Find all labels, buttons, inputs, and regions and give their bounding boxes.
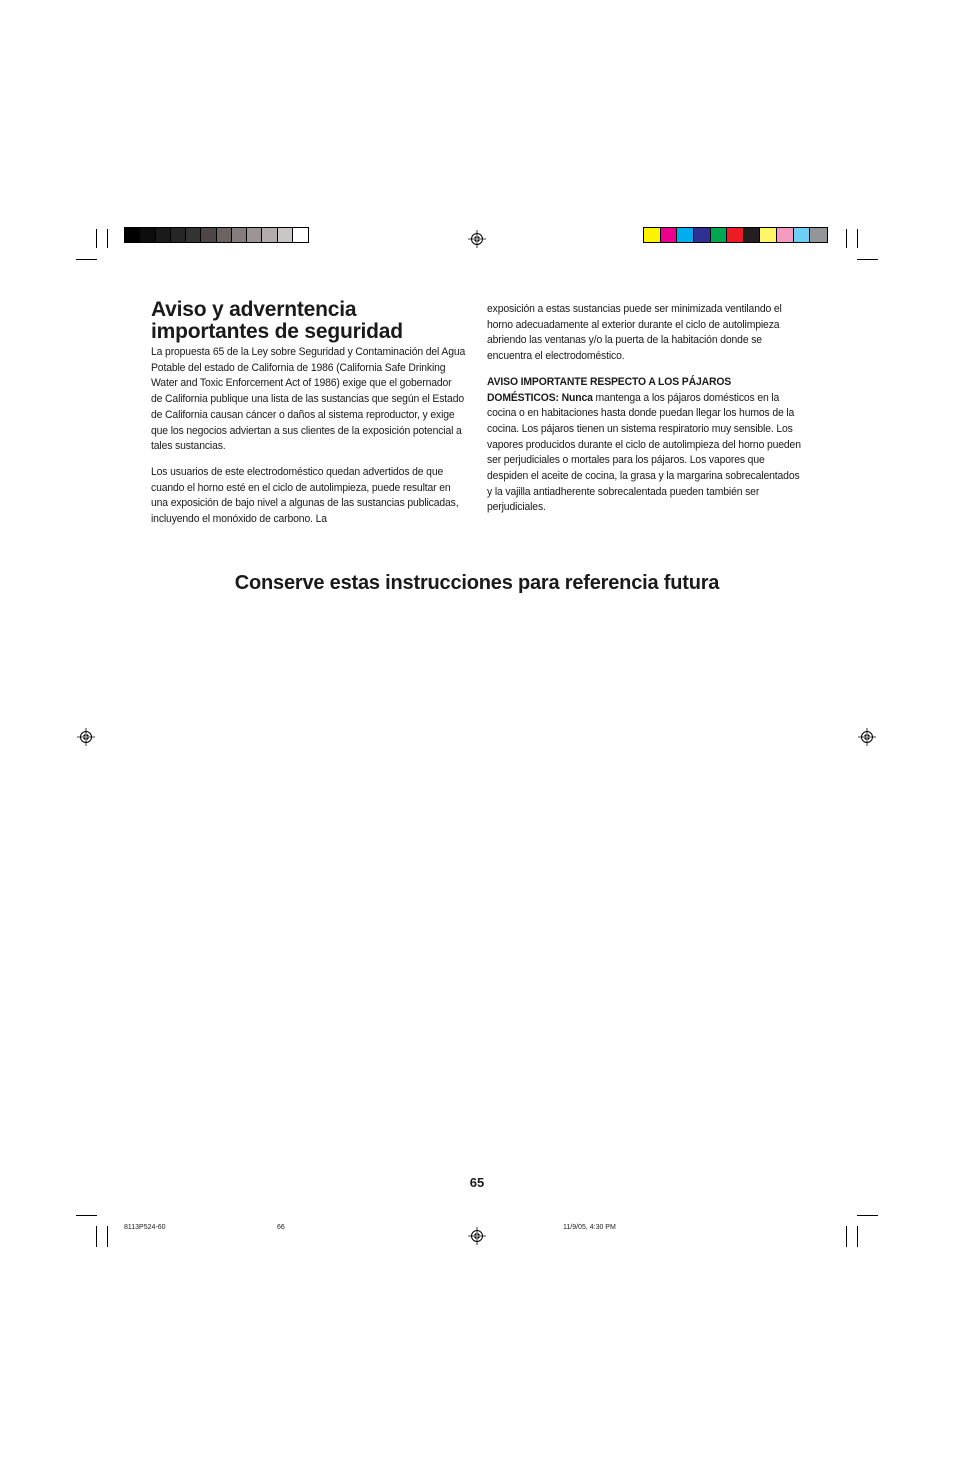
crop-mark (857, 1215, 878, 1216)
color-swatch (777, 228, 794, 242)
warning-heading: AVISO IMPORTANTE RESPECTO A LOS PÁJAROS DOMÉSTICOS: (487, 375, 732, 404)
color-swatch (262, 228, 277, 242)
section-title: Aviso y adverntencia importantes de seguridad (151, 298, 403, 343)
registration-mark-icon (468, 230, 486, 248)
warning-lead: Nunca (561, 391, 593, 404)
crop-mark (857, 1226, 858, 1247)
color-swatch (744, 228, 761, 242)
crop-mark (846, 229, 847, 248)
color-swatch (794, 228, 811, 242)
registration-mark-icon (468, 1227, 486, 1245)
bird-warning (487, 375, 801, 516)
paragraph: exposición a estas sustancias puede ser minimizada ventilando el horno adecuadamente al exterior durante el ciclo de autolimpieza abriendo las ventanas y/o la puerta de la habitación donde se encuentra el electrodoméstico. (487, 303, 782, 363)
color-swatch (201, 228, 216, 242)
paragraph: Los usuarios de este electrodoméstico quedan advertidos de que cuando el horno esté en el ciclo de autolimpieza, puede resultar en una exposición de bajo nivel a algunas de las sustancias publicadas, incluyendo el monóxido de carbono. La (151, 465, 459, 526)
save-instructions-heading: Conserve estas instrucciones para referencia futura (234, 572, 720, 594)
grayscale-control-bar (124, 227, 309, 243)
color-swatch (760, 228, 777, 242)
crop-mark (107, 229, 108, 248)
color-swatch (156, 228, 171, 242)
slug-sheet: 66 (277, 1224, 285, 1231)
warning-body: mantenga a los pájaros domésticos en la cocina o en habitaciones hasta donde puedan llegar los humos de la cocina. Los pájaros tienen un sistema respiratorio muy sensible. Los vapores producidos durante el ciclo de autolimpieza del horno pueden ser perjudiciales o mortales para los pájaros. Los vapores que despiden el aceite de cocina, la grasa y la margarina sobrecalentados y la vajilla antiadherente sobrecalentada pueden también ser perjudiciales. (487, 391, 801, 514)
registration-mark-icon (77, 728, 95, 746)
color-swatch (644, 228, 661, 242)
color-swatch (677, 228, 694, 242)
color-swatch (810, 228, 827, 242)
crop-mark (76, 1215, 97, 1216)
color-swatch (711, 228, 728, 242)
color-swatch (217, 228, 232, 242)
color-swatch (125, 228, 140, 242)
color-swatch (694, 228, 711, 242)
page-number: 65 (469, 1175, 485, 1190)
crop-mark (857, 229, 858, 248)
color-swatch (278, 228, 293, 242)
crop-mark (846, 1226, 847, 1247)
slug-file: 8113P524-60 (124, 1224, 166, 1231)
paragraph: La propuesta 65 de la Ley sobre Seguridad y Contaminación del Agua Potable del estado de California de 1986 (California Safe Drinking Water and Toxic Enforcement Act of 1986) exige que el gobernador de California publique una lista de las sustancias que según el Estado de California causan cáncer o daños al sistema reproductor, y exige que los negocios adviertan a sus clientes de la exposición potencial a tales sustancias. (151, 346, 466, 453)
color-swatch (186, 228, 201, 242)
right-column (487, 302, 801, 526)
crop-mark (107, 1226, 108, 1247)
color-swatch (293, 228, 308, 242)
slug-timestamp: 11/9/05, 4:30 PM (563, 1224, 616, 1231)
crop-mark (857, 259, 878, 260)
color-swatch (171, 228, 186, 242)
color-swatch (661, 228, 678, 242)
color-swatch (727, 228, 744, 242)
crop-mark (96, 229, 97, 248)
color-control-bar (643, 227, 828, 243)
color-swatch (140, 228, 155, 242)
color-swatch (247, 228, 262, 242)
crop-mark (96, 1226, 97, 1247)
left-column (151, 345, 465, 538)
registration-mark-icon (858, 728, 876, 746)
color-swatch (232, 228, 247, 242)
crop-mark (76, 259, 97, 260)
